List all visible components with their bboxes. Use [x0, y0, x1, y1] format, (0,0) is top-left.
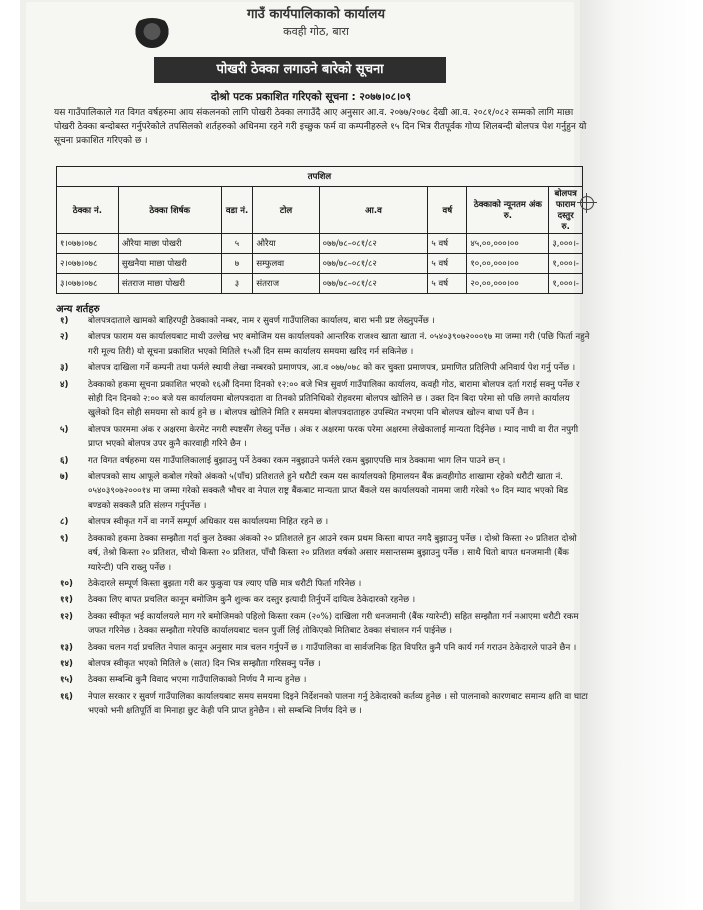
cell-contract-no: १।०७७।०७८	[57, 234, 119, 254]
cell-min-amount: १०,००,०००।००	[467, 254, 549, 274]
condition-number: ११)	[60, 595, 73, 606]
cell-tole: औरैया	[253, 234, 319, 254]
cell-years: ५ वर्ष	[428, 234, 467, 254]
condition-text: गत विगत वर्षहरुमा यस गाउँपालिकालाई बुझाउनु पर्ने ठेक्का रकम नबुझाउने फर्मले रकम बुझाएपछि मात्र ठेक्कामा भाग लिन पाउने छन् ।	[88, 455, 506, 466]
condition-text: ठेक्का लिए बापत प्रचलित कानून बमोजिम कुनै शुल्क कर दस्तुर इत्यादी तिर्नुपर्ने दायित्व ठेकेदारको रहनेछ ।	[88, 595, 416, 606]
cell-contract-no: २।०७७।०७८	[57, 254, 119, 274]
condition-number: ७)	[60, 472, 69, 483]
conditions-heading: अन्य शर्तहरु	[56, 304, 100, 315]
table-caption: तपशिल	[57, 167, 583, 187]
office-name: गाउँ कार्यपालिकाको कार्यालय	[247, 7, 385, 22]
condition-number: १५)	[60, 675, 73, 686]
col-header-contract-no: ठेक्का नं.	[57, 187, 119, 234]
table-row	[57, 274, 583, 294]
condition-text: बोलपत्र स्वीकृत भएको मितिले ७ (सात) दिन भित्र सम्झौता गरिसक्नु पर्नेछ ।	[88, 658, 321, 669]
notice-title: पोखरी ठेक्का लगाउने बारेको सूचना	[154, 57, 446, 83]
cell-contract-title: संतराज माछा पोखरी	[118, 274, 221, 294]
list-item	[60, 641, 590, 655]
scan-margin	[580, 0, 703, 910]
condition-text: ठेकेदारले सम्पूर्ण किस्ता बुझता गरी कर फुकुवा पत्र ल्याए पछि मात्र धरौटी फिर्ता गरिनेछ ।	[88, 578, 362, 589]
condition-text: ठेक्काको हकमा ठेक्का सम्झौता गर्दा कुल ठेक्का अंकको २० प्रतिशतले हुन आउने रकम प्रथम किस्ता बापत नगदै बुझाउनु पर्नेछ । दोश्रो किस्ता २० प्रतिशत दोश्रो वर्ष, तेश्रो किस्ता २० प्रतिशत, चौथो किस्ता २० प्रतिशत, पाँचौ किस्ता २० प्रतिशत वर्षको असार मसान्तसम्म बुझाउनु पर्नेछ । साथै धितो बापत धनजमानी (बैंक ग्यारेन्टी) पनि राख्नु पर्नेछ ।	[88, 533, 577, 573]
cell-form-fee: १,०००।-	[549, 254, 583, 274]
condition-number: ३)	[60, 363, 69, 374]
table-row	[57, 254, 583, 274]
condition-text: बोलपत्र फाराम यस कार्यालयबाट माथी उल्लेख भए बमोजिम यस कार्यालयको आन्तरिक राजश्व खाता खाता नं. ०५४०३९०७२०००१७ मा जम्मा गरी (पछि फिर्ता नहुने गरी मूल्य तिरी) यो सूचना प्रकाशित भएको मितिले १५औं दिन सम्म कार्यालय समयमा खरिद गर्न सकिनेछ ।	[88, 332, 590, 357]
list-item	[60, 378, 590, 421]
col-header-years: वर्ष	[428, 187, 467, 234]
condition-text: बोलपत्र स्वीकृत गर्ने वा नगर्ने सम्पूर्ण अधिकार यस कार्यालयमा निहित रहने छ ।	[88, 517, 329, 528]
col-header-form-fee: बोलपत्र फाराम दस्तुर रु.	[549, 187, 583, 234]
list-item	[60, 361, 590, 375]
publication-date: दोश्रो पटक प्रकाशित गरिएको सूचना : २०७७।०८।०९	[211, 91, 411, 103]
col-header-ward-no: वडा नं.	[221, 187, 253, 234]
list-item	[60, 610, 590, 639]
cell-years: ५ वर्ष	[428, 254, 467, 274]
office-address: कवही गोठ, बारा	[283, 25, 349, 38]
condition-text: ठेक्का चलन गर्दा प्रचलित नेपाल कानून अनुसार मात्र चलन गर्नुपर्ने छ । गाउँपालिका वा सार्वजनिक हित विपरित कुनै पनि कार्य गर्न गराउन ठेकेदारले पाउने छैन ।	[88, 642, 577, 653]
tender-details-table	[56, 166, 583, 294]
col-header-tole: टोल	[253, 187, 319, 234]
conditions-list	[60, 314, 590, 721]
notice-page	[26, 2, 590, 902]
condition-number: १)	[60, 316, 69, 326]
condition-text: ठेक्काको हकमा सूचना प्रकाशित भएको १६औं दिनमा दिनको १२:०० बजे भित्र सुवर्ण गाउँपालिका कार्यालय, कवही गोठ, बारामा बोलपत्र दर्ता गराई सक्नु पर्नेछ र सोही दिन दिनको २:०० बजे यस कार्यालयमा बोलपत्रदाता वा तिनको प्रतिनिधिको रोहवरमा बोलपत्र खोलिने छ । उक्त दिन बिदा परेमा सो पछि लगत्ते कार्यालय खुलेको दिन सोही समयमा सो कार्य हुने छ । बोलपत्र खोलिने मिति र समयमा बोलपत्रदाताहरु उपस्थित नभएमा पनि बोलपत्र खोल्न बाधा पर्ने छैन ।	[88, 379, 580, 419]
list-item	[60, 657, 590, 671]
list-item	[60, 532, 590, 575]
registration-mark-icon	[580, 196, 594, 210]
condition-text: बोलपत्रदाताले खामको बाहिरपट्टी ठेक्काको नम्बर, नाम र सुवर्ण गाउँपालिका कार्यालय, बारा भनी प्रष्ट लेख्नुपर्नेछ ।	[88, 316, 435, 326]
condition-number: ९)	[60, 533, 69, 544]
list-item	[60, 577, 590, 591]
cell-min-amount: २०,००,०००।००	[467, 274, 549, 294]
col-header-min-amount: ठेक्काको न्यूनतम अंक रु.	[467, 187, 549, 234]
col-header-fiscal-year: आ.व	[319, 187, 428, 234]
condition-text: ठेक्का स्वीकृत भई कार्यालयले माग गरे बमोजिमको पहिलो किस्ता रकम (२०%) दाखिला गरी धनजमानी (बैंक ग्यारेन्टी) सहित सम्झौता गर्न नआएमा धरौटी रकम जफत गरिनेछ । ठेक्का सम्झौता गरेपछि कार्यालयबाट चलन पुर्जी लिई तोकिएको मितिबाट ठेक्का संचालन गर्न पाईनेछ ।	[88, 611, 579, 637]
list-item	[60, 690, 590, 719]
condition-text: बोलपत्रको साथ आफूले कबोल गरेको अंकको ५(पाँच) प्रतिशतले हुने धरौटी रकम यस कार्यालयको हिमालयन बैंक क्रवहीगोठ शाखामा रहेको धरौटी खाता नं. ०५४०३९०७२०००१४ मा जम्मा गरेको सक्कलै भौचर वा नेपाल राष्ट्र बैंकबाट मान्यता प्राप्त बैंकले यस कार्यालयको नाममा जारी गरेको ९० दिन म्याद भएको बिड बण्डको सक्कलै प्रति संलग्न गर्नुपर्नेछ ।	[88, 472, 569, 511]
condition-number: १२)	[60, 611, 73, 622]
list-item	[60, 515, 590, 529]
condition-text: बोलपत्र फारममा अंक र अक्षरमा केरमेट नगरी स्पष्टसँग लेख्नु पर्नेछ । अंक र अक्षरमा फरक परेमा अक्षरमा लेखेकालाई मान्यता दिईनेछ । म्याद नाघी वा रीत नपुगी प्राप्त भएको बोलपत्र उपर कुनै कारवाही गरिने छैन ।	[88, 424, 579, 450]
table-row	[57, 234, 583, 254]
list-item	[60, 423, 590, 452]
list-item	[60, 454, 590, 468]
condition-number: १४)	[60, 658, 73, 669]
col-header-contract-title: ठेक्का शिर्षक	[118, 187, 221, 234]
cell-tole: सम्फुलवा	[253, 254, 319, 274]
condition-text: ठेक्का सम्बन्धि कुनै विवाद भएमा गाउँपालिकाको निर्णय नै मान्य हुनेछ ।	[88, 675, 307, 686]
cell-fiscal-year: ०७७/७८–०८१/८२	[319, 254, 428, 274]
list-item	[60, 330, 590, 359]
condition-number: १०)	[60, 578, 73, 589]
condition-number: ८)	[60, 517, 69, 528]
cell-years: ५ वर्ष	[428, 274, 467, 294]
condition-text: नेपाल सरकार र सुवर्ण गाउँपालिका कार्यालयबाट समय समयमा दिइने निर्देशनको पालना गर्नु ठेकेदारको कर्तव्य हुनेछ । सो पालनाको कारणबाट समान्य क्षति वा घाटा भएको भनी क्षतिपूर्ति वा मिनाहा छुट केही पनि प्राप्त हुनेछैन । सो सम्बन्धि निर्णय दिने छ ।	[88, 691, 588, 717]
cell-form-fee: १,०००।-	[549, 274, 583, 294]
condition-number: २)	[60, 332, 69, 343]
cell-ward-no: ७	[221, 254, 253, 274]
cell-form-fee: ३,०००।-	[549, 234, 583, 254]
cell-ward-no: ५	[221, 234, 253, 254]
cell-contract-title: औरैया माछा पोखरी	[118, 234, 221, 254]
condition-number: १३)	[60, 642, 73, 653]
cell-tole: संतराज	[253, 274, 319, 294]
condition-text: बोलपत्र दाखिला गर्ने कम्पनी तथा फर्मले स्थायी लेखा नम्बरको प्रमाणपत्र, आ.व ०७७/०७८ को कर चुक्ता प्रमाणपत्र, प्रमाणित प्रतिलिपी अनिवार्य पेश गर्नु पर्नेछ ।	[88, 363, 576, 374]
cell-fiscal-year: ०७७/७८–०८१/८२	[319, 234, 428, 254]
condition-number: ६)	[60, 455, 69, 466]
list-item	[60, 470, 590, 513]
condition-number: १६)	[60, 691, 73, 702]
government-emblem-icon	[130, 18, 174, 48]
intro-paragraph: यस गाउँपालिकाले गत विगत वर्षहरुमा आय संकलनको लागि पोखरी ठेक्का लगाउँदै आए अनुसार आ.व. २०७७/२०७८ देखी आ.व. २०८१/०८२ सम्मको लागि माछा पोखरी ठेक्का बन्दोबस्त गर्नुपरेकोले तपसिलको शर्तहरुको अधिनमा रहने गरी इच्छुक फर्म वा कम्पनीहरुले १५ दिन भित्र रीतपूर्वक गोप्य शिलबन्दी बोलपत्र पेश गर्नुहुन यो सूचना प्रकाशित गरिएको छ ।	[54, 108, 587, 146]
condition-number: ५)	[60, 424, 69, 435]
list-item	[60, 673, 590, 687]
cell-ward-no: ३	[221, 274, 253, 294]
table-header-row	[57, 187, 583, 234]
list-item	[60, 314, 590, 328]
cell-fiscal-year: ०७७/७८–०८१/८२	[319, 274, 428, 294]
cell-min-amount: ४५,००,०००।००	[467, 234, 549, 254]
condition-number: ४)	[60, 379, 69, 390]
list-item	[60, 593, 590, 607]
cell-contract-no: ३।०७७।०७८	[57, 274, 119, 294]
cell-contract-title: सुखनैया माछा पोखरी	[118, 254, 221, 274]
